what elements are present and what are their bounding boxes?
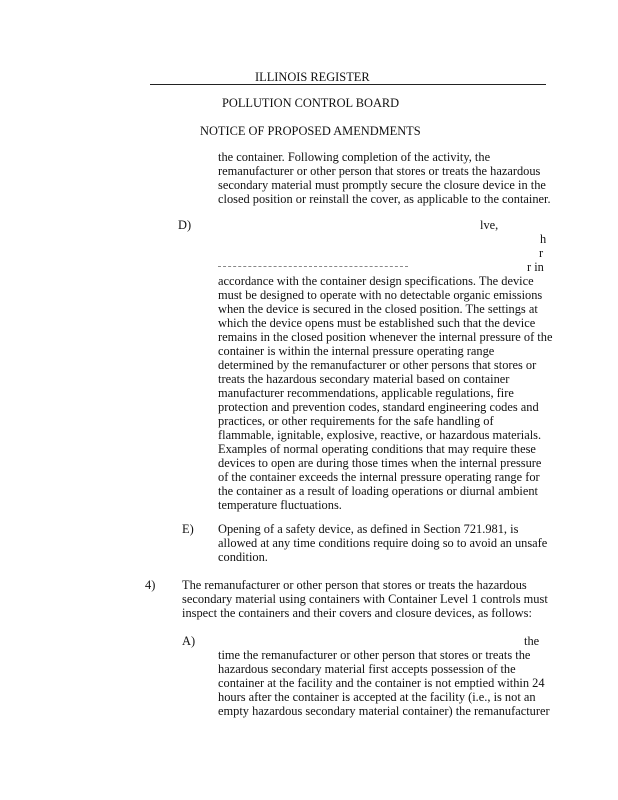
text-line: remanufacturer or other person that stores or treats the hazardous xyxy=(218,164,541,178)
item-a-label: A) xyxy=(182,634,196,648)
text-line: inspect the containers and their covers and closure devices, as follows: xyxy=(182,606,532,620)
garbled-line xyxy=(218,266,408,267)
text-line: condition. xyxy=(218,550,268,564)
text-line: container is within the internal pressure operating range xyxy=(218,344,495,358)
text-line: must be designed to operate with no detectable organic emissions xyxy=(218,288,543,302)
fragment: lve, xyxy=(480,218,499,232)
item-a-paragraph xyxy=(218,648,550,718)
text-line: remains in the closed position whenever the internal pressure of the xyxy=(218,330,553,344)
text-line: secondary material using containers with Container Level 1 controls must xyxy=(182,592,548,606)
item-d-paragraph xyxy=(218,274,552,512)
text-line: determined by the remanufacturer or other persons that stores or xyxy=(218,358,537,372)
text-line: hours after the container is accepted at the facility (i.e., is not an xyxy=(218,690,536,704)
text-line: accordance with the container design specifications. The device xyxy=(218,274,534,288)
text-line: The remanufacturer or other person that stores or treats the hazardous xyxy=(182,578,527,592)
text-line: container at the facility and the container is not emptied within 24 xyxy=(218,676,545,690)
header-rule xyxy=(150,84,546,85)
text-line: empty hazardous secondary material container) the remanufacturer xyxy=(218,704,550,718)
item-e-paragraph xyxy=(218,522,547,564)
text-line: treats the hazardous secondary material based on container xyxy=(218,372,510,386)
text-line: allowed at any time conditions require doing so to avoid an unsafe xyxy=(218,536,548,550)
text-line: Examples of normal operating conditions that may require these xyxy=(218,442,536,456)
fragment: h xyxy=(540,232,547,246)
fragment: r in xyxy=(527,260,544,274)
text-line: secondary material must promptly secure the closure device in the xyxy=(218,178,546,192)
item-4-paragraph xyxy=(182,578,548,620)
text-line: when the device is secured in the closed position. The settings at xyxy=(218,302,538,316)
register-title: ILLINOIS REGISTER xyxy=(255,70,370,84)
text-line: the container. Following completion of the activity, the xyxy=(218,150,491,164)
text-line: Opening of a safety device, as defined in Section 721.981, is xyxy=(218,522,519,536)
text-line: the container as a result of loading operations or diurnal ambient xyxy=(218,484,538,498)
text-line: protection and prevention codes, standard engineering codes and xyxy=(218,400,539,414)
item-4-label: 4) xyxy=(145,578,156,592)
text-line: practices, or other requirements for the safe handling of xyxy=(218,414,494,428)
notice-title: NOTICE OF PROPOSED AMENDMENTS xyxy=(200,124,421,138)
continuation-paragraph xyxy=(218,150,551,206)
board-title: POLLUTION CONTROL BOARD xyxy=(222,96,400,110)
item-e-label: E) xyxy=(182,522,194,536)
text-line: of the container exceeds the internal pressure operating range for xyxy=(218,470,540,484)
text-line: hazardous secondary material first accepts possession of the xyxy=(218,662,516,676)
text-line: which the device opens must be established such that the device xyxy=(218,316,536,330)
text-line: closed position or reinstall the cover, as applicable to the container. xyxy=(218,192,551,206)
item-d-label: D) xyxy=(178,218,192,232)
text-line: manufacturer recommendations, applicable regulations, fire xyxy=(218,386,514,400)
text-line: flammable, ignitable, explosive, reactive, or hazardous materials. xyxy=(218,428,542,442)
text-line: temperature fluctuations. xyxy=(218,498,342,512)
text-line: devices to open are during those times when the internal pressure xyxy=(218,456,542,470)
fragment: r xyxy=(539,246,544,260)
fragment: the xyxy=(524,634,540,648)
text-line: time the remanufacturer or other person that stores or treats the xyxy=(218,648,531,662)
